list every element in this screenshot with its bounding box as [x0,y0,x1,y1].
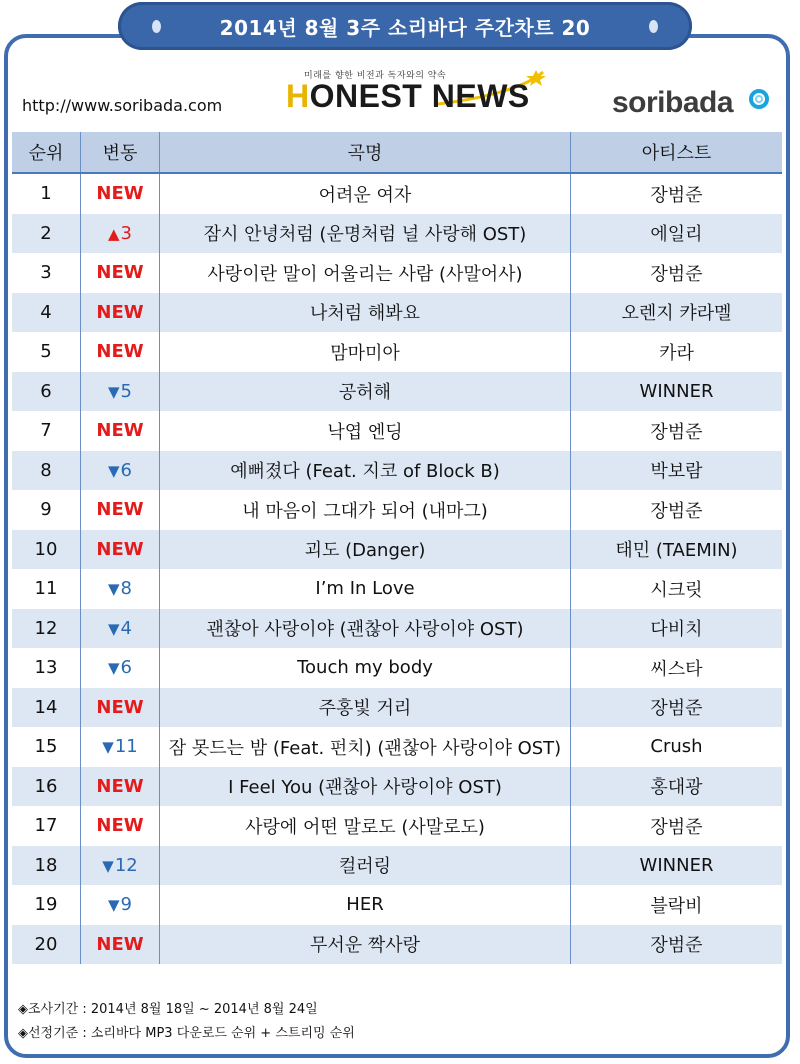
song-title-cell: I’m In Love [160,569,571,609]
artist-cell: 장범준 [571,688,783,728]
survey-period: ◈조사기간 : 2014년 8월 18일 ~ 2014년 8월 24일 [18,1002,318,1017]
artist-cell: 시크릿 [650,579,703,601]
artist-cell: Crush [650,736,703,758]
arrow-down-icon: ▼ [102,856,114,875]
song-title-cell: 맘마미아 [160,332,571,372]
song-title-cell: 예뻐졌다 (Feat. 지코 of Block B) [160,451,571,491]
column-header-artist: 아티스트 [571,132,783,173]
selection-criteria: ◈선정기준 : 소리바다 MP3 다운로드 순위 + 스트리밍 순위 [18,1026,355,1041]
soribada-wordmark: soribada [612,86,734,119]
table-row [12,727,782,767]
change-cell [81,372,160,412]
change-cell [81,609,160,649]
logo-wordmark: HONEST NEWS [286,78,530,114]
song-title-cell: 나처럼 해봐요 [160,293,571,333]
rank-cell: 2 [12,214,81,254]
site-url[interactable]: http://www.soribada.com [22,96,223,115]
arrow-up-icon: ▲ [108,224,120,243]
table-row [12,293,782,333]
change-amount: 9 [120,894,132,916]
change-cell [81,490,160,530]
change-amount: 4 [120,617,132,639]
rank-cell: 12 [12,609,81,649]
artist-cell: 장범준 [650,263,703,285]
rank-cell: 3 [12,253,81,293]
change-amount: 5 [120,380,132,402]
column-header-change: 변동 [81,132,160,173]
new-badge: NEW [96,183,144,205]
new-badge: NEW [96,341,144,363]
artist-cell: 박보람 [571,451,783,491]
new-badge: NEW [96,262,144,284]
rank-cell: 17 [12,806,81,846]
change-cell [81,569,160,609]
rank-cell: 1 [12,173,81,214]
table-row [12,688,782,728]
change-cell [81,727,160,767]
rank-cell: 6 [12,372,81,412]
rank-cell: 9 [12,490,81,530]
arrow-down-icon: ▼ [108,382,120,401]
song-title-cell: 잠 못드는 밤 (Feat. 펀치) (괜찮아 사랑이야 OST) [160,727,571,767]
change-cell [81,451,160,491]
artist-cell: 다비치 [571,609,783,649]
chart-title: 2014년 8월 3주 소리바다 주간차트 20 [219,15,591,40]
arrow-down-icon: ▼ [108,580,120,599]
song-title-cell: 괴도 (Danger) [160,530,571,570]
artist-cell: 장범준 [571,925,783,965]
chart-title-banner [118,2,692,50]
rank-cell: 13 [12,648,81,688]
change-amount: 8 [120,578,132,600]
table-row [12,411,782,451]
table-row [12,451,782,491]
table-row [12,569,782,609]
artist-cell: 홍대광 [571,767,783,807]
artist-cell: 블락비 [650,895,703,917]
artist-cell: 태민 (TAEMIN) [571,530,783,570]
artist-cell: WINNER [571,372,783,412]
song-title-cell: 공허해 [160,372,571,412]
change-cell [81,925,160,965]
rank-cell: 15 [12,727,81,767]
table-row [12,490,782,530]
rank-cell: 16 [12,767,81,807]
change-cell [81,688,160,728]
soribada-ring-icon [749,89,769,109]
rank-cell: 10 [12,530,81,570]
table-body [12,173,782,964]
arrow-down-icon: ▼ [108,619,120,638]
table-row [12,925,782,965]
change-cell [81,293,160,333]
change-cell [81,332,160,372]
change-amount: 3 [120,222,132,244]
change-cell [81,806,160,846]
artist-cell: 장범준 [650,816,703,838]
new-badge: NEW [96,815,144,837]
artist-cell: WINNER [571,846,783,886]
artist-cell: 카라 [659,342,694,364]
song-title-cell: 낙엽 엔딩 [160,411,571,451]
weekly-chart-table [12,132,782,964]
change-cell [81,214,160,254]
change-amount: 12 [114,854,138,876]
artist-cell: 에일리 [571,214,783,254]
rank-cell: 11 [12,569,81,609]
artist-cell: 장범준 [650,500,703,522]
arrow-down-icon: ▼ [108,461,120,480]
arrow-down-icon: ▼ [108,659,120,678]
song-title-cell: 사랑이란 말이 어울리는 사람 (사말어사) [160,253,571,293]
table-row [12,530,782,570]
table-header-row [12,132,782,173]
song-title-cell: 괜찮아 사랑이야 (괜찮아 사랑이야 OST) [160,609,571,649]
change-cell [81,411,160,451]
table-row [12,885,782,925]
chart-footer [18,998,778,1046]
change-cell [81,530,160,570]
change-cell [81,253,160,293]
column-header-rank: 순위 [12,132,81,173]
arrow-down-icon: ▼ [108,896,120,915]
change-cell [81,846,160,886]
rank-cell: 20 [12,925,81,965]
change-cell [81,173,160,214]
table-row [12,253,782,293]
logo-tagline: 미래를 향한 비전과 독자와의 약속 [304,71,447,81]
change-amount: 6 [120,657,132,679]
table-row [12,846,782,886]
arrow-down-icon: ▼ [102,738,114,757]
column-header-song: 곡명 [160,132,571,173]
song-title-cell: 무서운 짝사랑 [160,925,571,965]
new-badge: NEW [96,499,144,521]
song-title-cell: Touch my body [160,648,571,688]
banner-dot-left [152,20,161,33]
rank-cell: 7 [12,411,81,451]
change-cell [81,885,160,925]
table-row [12,609,782,649]
song-title-cell: 어려운 여자 [160,173,571,214]
new-badge: NEW [96,696,144,718]
table-row [12,372,782,412]
banner-dot-right [649,20,658,33]
rank-cell: 5 [12,332,81,372]
song-title-cell: 내 마음이 그대가 되어 (내마그) [160,490,571,530]
rank-cell: 18 [12,846,81,886]
change-amount: 11 [114,736,138,758]
table-row [12,332,782,372]
change-amount: 6 [120,459,132,481]
song-title-cell: 컬러링 [160,846,571,886]
rank-cell: 19 [12,885,81,925]
song-title-cell: HER [160,885,571,925]
change-cell [81,648,160,688]
table-row [12,214,782,254]
artist-cell: 씨스타 [650,658,703,680]
rank-cell: 8 [12,451,81,491]
rank-cell: 14 [12,688,81,728]
table-row [12,767,782,807]
table-row [12,648,782,688]
rank-cell: 4 [12,293,81,333]
artist-cell: 장범준 [650,184,703,206]
new-badge: NEW [96,933,144,955]
table-row [12,806,782,846]
new-badge: NEW [96,301,144,323]
new-badge: NEW [96,538,144,560]
artist-cell: 오렌지 캬라멜 [571,293,783,333]
change-cell [81,767,160,807]
song-title-cell: 잠시 안녕처럼 (운명처럼 널 사랑해 OST) [160,214,571,254]
artist-cell: 장범준 [650,421,703,443]
new-badge: NEW [96,775,144,797]
new-badge: NEW [96,420,144,442]
song-title-cell: 주홍빛 거리 [160,688,571,728]
song-title-cell: I Feel You (괜찮아 사랑이야 OST) [160,767,571,807]
table-row [12,173,782,214]
song-title-cell: 사랑에 어떤 말로도 (사말로도) [160,806,571,846]
